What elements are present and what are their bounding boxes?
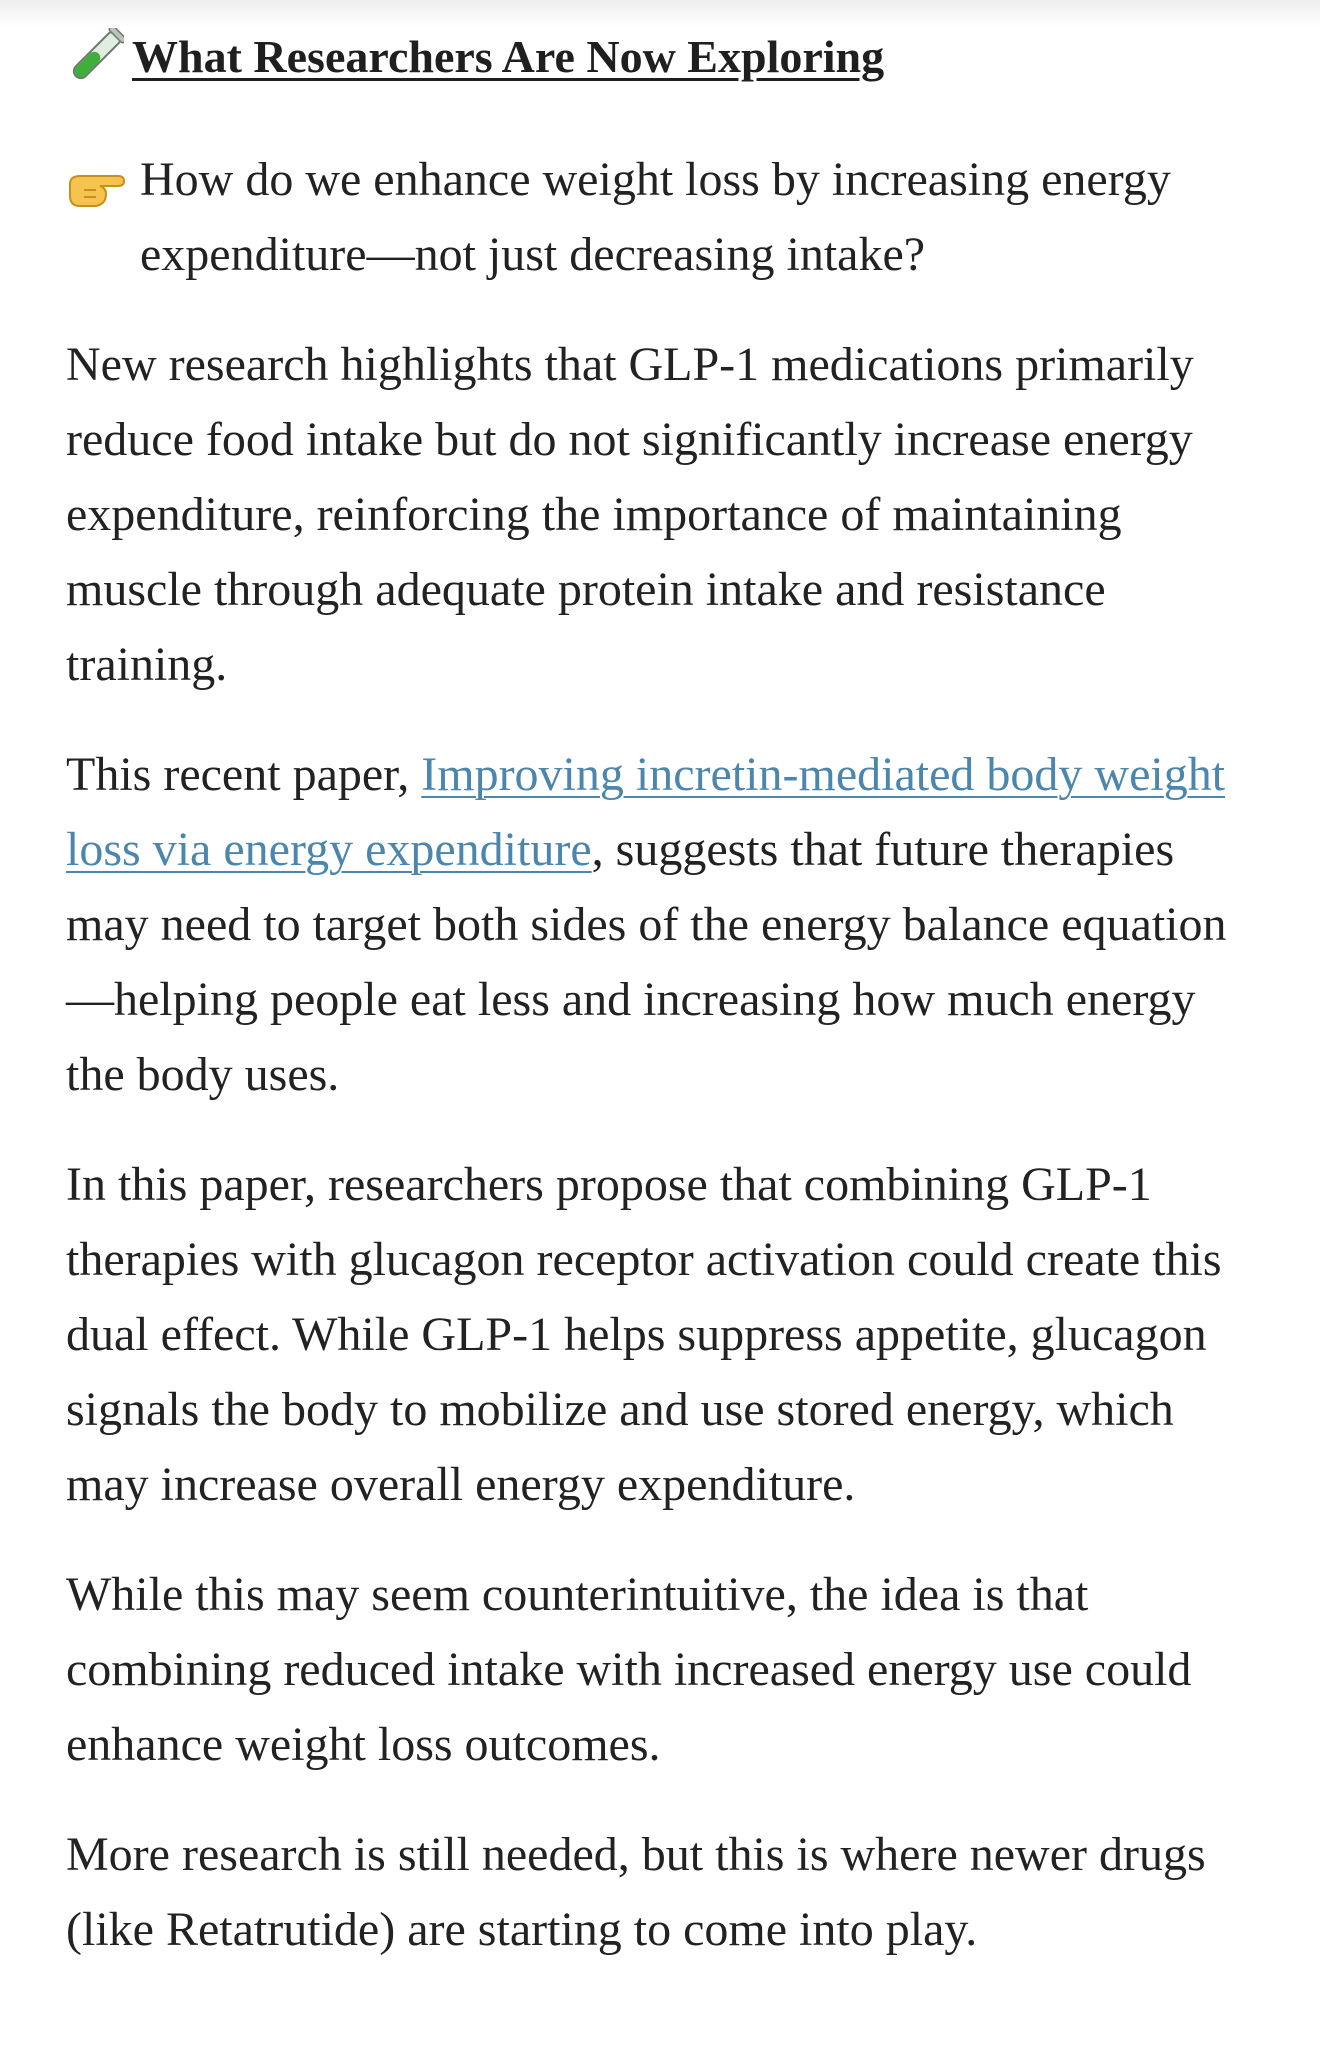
test-tube-icon — [66, 28, 124, 86]
paragraph-glp1-intake: New research highlights that GLP-1 medications primarily reduce food intake but do not significantly increase energy expenditure, reinforcing the importance of maintaining muscle through adequate protein intake and resistance training. — [66, 338, 1194, 691]
paragraph-text: This recent paper, — [66, 748, 422, 801]
paragraph-glucagon: In this paper, researchers propose that combining GLP-1 therapies with glucagon receptor activation could create this dual effect. While GLP-1 helps suppress appetite, glucagon signals the body to mobilize and use stored energy, which may increase overall energy expenditure. — [66, 1158, 1222, 1511]
section-heading — [66, 22, 1254, 92]
pointing-hand-icon — [66, 164, 130, 212]
paragraph-more-research: More research is still needed, but this is where newer drugs (like Retatrutide) are starting to come into play. — [66, 1828, 1206, 1956]
section-title: What Researchers Are Now Exploring — [132, 31, 885, 82]
paragraph-text: , suggests that future therapies may need to target both sides of the energy balance equation—helping people eat less and increasing how much energy the body uses. — [66, 823, 1227, 1101]
paper-link[interactable]: Improving incretin-mediated body weight loss via energy expenditure — [66, 748, 1226, 876]
paragraph-recent-paper — [66, 737, 1254, 1112]
paragraph-counterintuitive: While this may seem counterintuitive, the idea is that combining reduced intake with increased energy use could enhance weight loss outcomes. — [66, 1568, 1192, 1771]
intro-text: How do we enhance weight loss by increasing energy expenditure—not just decreasing intake? — [140, 153, 1171, 281]
intro-question — [66, 142, 1254, 327]
